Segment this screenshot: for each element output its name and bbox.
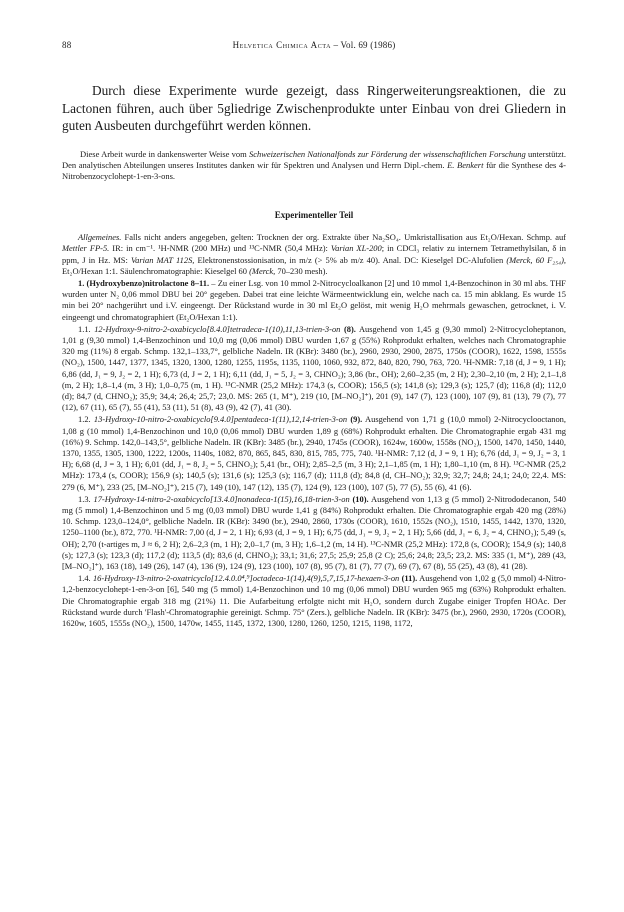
general-text: , Et₂O/Hexan 1:1. Säulenchromatographie: Kieselgel 60 — [62, 254, 566, 276]
ack-text-1: Diese Arbeit wurde in dankenswerter Weise vom — [80, 148, 249, 159]
ack-text-3: für die Synthese des 4-Nitrobenzocyclohept-1-en-3-ons. — [62, 159, 566, 181]
entry-paragraph — [62, 573, 566, 629]
acknowledgement — [62, 149, 566, 183]
ack-funder: Schweizerischen Nationalfonds zur Förderung der wissenschaftlichen Forschung — [248, 148, 526, 159]
journal-volume: – Vol. 69 (1986) — [333, 40, 396, 50]
procedure-text: – Zu einer Lsg. von 10 mmol 2-Nitrocycloalkanon [2] und 10 mmol 1,4-Benzochinon in 30 ml abs. THF wurden unter N₂ 0,06 mmol DBU bei 20° gegeben. Dabei trat eine leichte Wärmeentwicklung ein, welche nach ca. 15 min abklang. Es wurde 15 min bei 20° nachgerührt und i.V. eingeengt. Der Rückstand wurde in 30 ml Et₂O gelöst, mit wenig H₂O mehrmals gewaschen, getrocknet, i. V. eingeengt und chromatographiert (Et₂O/Hexan 1:1). — [62, 277, 566, 322]
ack-person: E. Benkert — [447, 159, 484, 170]
entry-number: 1.2. — [78, 414, 91, 425]
compound-number: (10). — [352, 493, 369, 504]
compound-number: (11). — [401, 573, 418, 584]
ack-text-2: unterstützt. Den analytischen Abteilungen unseres Institutes danken wir für Spektren und Analysen und Herrn Dipl.-chem. — [62, 148, 566, 170]
paper-page — [62, 40, 566, 630]
intro-paragraph: Durch diese Experimente wurde gezeigt, dass Ringerweiterungsreaktionen, die zu Lactonen führen, auch über 5gliedrige Zwischenprodukte unter Einbau von drei Gliedern in guten Ausbeuten durchgeführt werden können. — [62, 83, 566, 133]
general-text: ; in CDCl₃ relativ zu internem Tetramethylsilan, δ in ppm, J in Hz. MS: — [62, 243, 566, 265]
running-header — [62, 40, 566, 50]
section-title: Experimenteller Teil — [274, 210, 354, 221]
entry-paragraph — [62, 324, 566, 414]
procedure-lead: 1. (Hydroxybenzo)nitrolactone 8–11. — [78, 277, 210, 288]
general-text: 70–230 mesh). — [275, 265, 328, 276]
general-instrument: (Merck, 60 F₂₅₄) — [506, 254, 564, 265]
entry-text: Ausgehend von 1,02 g (5,0 mmol) 4-Nitro-1,2-benzocyclohept-1-en-3-on [6], 540 mg (5 mmol) 1,4-Benzochinon und 10 mg (0,06 mmol) DBU wurden 965 mg (63%) Rohprodukt erhalten. Die Chromatographie ergab 318 mg (21%) 11. Die Aufarbeitung erfolgte nicht mit H₂O, sondern durch Zugabe einiger Tropfen HOAc. Der Rückstand wurde durch 'Flash'-Chromatographie gereinigt. Schmp. 75° (Zers.), gelbliche Nadeln. IR (KBr): 3475 (br.), 2960, 2930, 1720s (COOR), 1620w, 1605, 1555s (NO₂), 1500, 1470w, 1455, 1145, 1372, 1300, 1280, 1260, 1250, 1215, 1198, 1172, — [62, 573, 566, 629]
general-lead: Allgemeines. — [78, 232, 122, 243]
compound-name: 17-Hydroxy-14-nitro-2-oxabicyclo[13.4.0]nonadeca-1(15),16,18-trien-3-on — [93, 493, 350, 504]
compound-name: 13-Hydroxy-10-nitro-2-oxabicyclo[9.4.0]pentadeca-1(11),12,14-trien-3-on — [93, 414, 348, 425]
general-text: Elektronenstossionisation, in m/z (> 5% ab m/z 40). Anal. DC: Kieselgel DC-Alufolien — [194, 254, 507, 265]
entry-paragraph — [62, 494, 566, 572]
experimental-body — [62, 232, 566, 629]
entry-number: 1.3. — [78, 493, 91, 504]
general-instrument: Mettler FP-5. — [62, 243, 110, 254]
compound-name: 16-Hydroxy-13-nitro-2-oxatricyclo[12.4.0.0⁴,⁹]octadeca-1(14),4(9),5,7,15,17-hexaen-3-on — [92, 573, 400, 584]
entry-text: Ausgehend von 1,13 g (5 mmol) 2-Nitrododecanon, 540 mg (5 mmol) 1,4-Benzochinon und 5 mg (0,03 mmol) DBU wurde 1,41 g (84%) Rohprodukt erhalten. Die Chromatographie ergab 420 mg (28%) 10. Schmp. 123,0–124,0°, gelbliche Nadeln. IR (KBr): 3490 (br.), 2940, 2860, 1730s (COOR), 1610, 1552s (NO₂), 1510, 1455, 1442, 1370, 1320, 1250–1100 (br.), 872, 770. ¹H-NMR: 7,00 (d, J = 2, 1 H); 6,93 (d, J = 9, 1 H); 6,75 (dd, J₁ = 9, J₂ = 2, 1 H); 5,66 (dd, J₁ = 6, J₂ = 4, CHNO₂); 5,49 (s, OH); 2,70 (t-artiges m, J ≈ 6, 2 H); 2,6–2,3 (m, 1 H); 2,0–1,7 (m, 3 H); 1,6–1,2 (m, 14 H). ¹³C-NMR (25,2 MHz): 172,8 (s, COOR); 154,9 (s); 140,8 (s); 127,3 (s); 123,3 (d); 117,2 (d); 113,5 (d); 83,6 (d, CHNO₂); 33,1; 31,6; 27,5; 25,9; 25,8 (2 C); 25,6; 24,8; 23,5; 23,2. MS: 335 (1, M⁺), 289 (43, [M–NO₂]⁺), 163 (18), 149 (26), 147 (4), 136 (9), 124 (9), 123 (100), 107 (8), 95 (7), 81 (7), 77 (7), 69 (7), 67 (8), 55 (25), 43 (8), 41 (28). — [62, 493, 567, 571]
general-paragraph — [62, 232, 566, 277]
entry-text: Ausgehend von 1,71 g (10,0 mmol) 2-Nitrocyclooctanon, 1,08 g (10 mmol) 1,4-Benzochinon und 10,0 (0,06 mmol) DBU wurden 1,89 g (68%) Rohprodukt erhalten. Die Chromatographie ergab 431 mg (16%) 9. Schmp. 142,0–143,5°, gelbliche Nadeln. IR (KBr): 3485 (br.), 2940, 1745s (COOR), 1624w, 1600w, 1558s (NO₂), 1500, 1470, 1450, 1440, 1370, 1355, 1305, 1300, 1222, 1200s, 1140s, 1082, 870, 865, 845, 830, 815, 785, 775, 740. ¹H-NMR: 7,12 (d, J = 9, 1 H); 6,76 (dd, J₁ = 9, J₂ = 3, 1 H); 6,68 (d, J = 3, 1 H); 6,01 (dd, J₁ = 8, J₂ = 5, CHNO₂); 5,41 (br., OH); 2,85–2,5 (m, 3 H); 2,1–1,85 (m, 1 H); 1,80–1,10 (m, 8 H). ¹³C-NMR (25,2 MHz): 173,4 (s, COOR); 156,9 (s); 140,5 (s); 131,6 (s); 125,3 (s); 116,7 (d); 111,8 (d); 84,8 (d, CH–NO₂); 32,9; 32,7; 24,8; 24,1; 24,0; 22,4. MS: 279 (6, M⁺), 233 (25, [M–NO₂]⁺), 215 (7), 149 (10), 147 (12), 135 (7), 124 (9), 123 (100), 107 (5), 77 (5), 55 (6), 41 (6). — [62, 414, 567, 492]
procedure-paragraph — [62, 278, 566, 323]
general-instrument: Varian MAT 112S, — [130, 254, 195, 265]
general-instrument: Varian XL-200 — [330, 243, 382, 254]
entry-number: 1.1. — [78, 323, 91, 334]
general-text: Falls nicht anders angegeben, gelten: Trocknen der org. Extrakte über Na₂SO₄. Umkristallisation aus Et₂O/Hexan. Schmp. auf — [121, 232, 566, 243]
journal-line — [62, 40, 566, 50]
entry-number: 1.4. — [78, 573, 91, 584]
compound-number: (9). — [350, 414, 363, 425]
entry-text: Ausgehend von 1,45 g (9,30 mmol) 2-Nitrocycloheptanon, 1,01 g (9,30 mmol) 1,4-Benzochinon und 10,0 mg (0,06 mmol) DBU wurden 1,67 g (55%) Rohprodukt erhalten, welches nach Chromatographie 320 mg (11%) 8 ergab. Schmp. 132,1–133,7°, gelbliche Nadeln. IR (KBr): 3480 (br.), 2960, 2930, 2900, 2875, 1750s (COOR), 1622, 1598, 1555s (NO₂), 1500, 1447, 1377, 1345, 1320, 1300, 1280, 1255, 1195s, 1135, 1100, 1060, 932, 872, 840, 820, 790, 763, 720. ¹H-NMR: 7,18 (d, J = 9, 1 H); 6,86 (dd, J₁ = 9, J₂ = 2, 1 H); 6,73 (d, J = 2, 1 H); 6,11 (dd, J₁ = 5, J₂ = 3, CHNO₂); 3,86 (br., OH); 2,60–2,35 (m, 2 H); 2,30–2,10 (m, 2 H); 2,1–1,8 (m, 2 H); 1,8–1,4 (m, 3 H); 1,0–0,75 (m, 1 H). ¹³C-NMR (25,2 MHz): 174,3 (s, COOR); 156,5 (s); 141,8 (s); 129,3 (s); 125,7 (d); 116,8 (d); 112,0 (d); 84,7 (d, CHNO₂); 35,9; 34,4; 26,4; 25,7; 23,0. MS: 265 (1, M⁺), 219 (10, [M–NO₂]⁺), 201 (9), 147 (7), 123 (100), 107 (9), 81 (13), 79 (7), 77 (12), 67 (11), 65 (7), 55 (41), 53 (11), 51 (8), 43 (9), 42 (7), 41 (30). — [62, 323, 567, 413]
compound-name: 12-Hydroxy-9-nitro-2-oxabicyclo[8.4.0]tetradeca-1(10),11,13-trien-3-on — [94, 323, 341, 334]
journal-name: Helvetica Chimica Acta — [232, 40, 332, 50]
page-number: 88 — [62, 40, 72, 50]
entry-paragraph — [62, 414, 566, 492]
general-text: IR: in cm⁻¹. ¹H-NMR (200 MHz) und ¹³C-NMR (50,4 MHz): — [109, 243, 331, 254]
general-instrument: (Merck, — [249, 265, 276, 276]
compound-number: (8). — [343, 323, 356, 334]
